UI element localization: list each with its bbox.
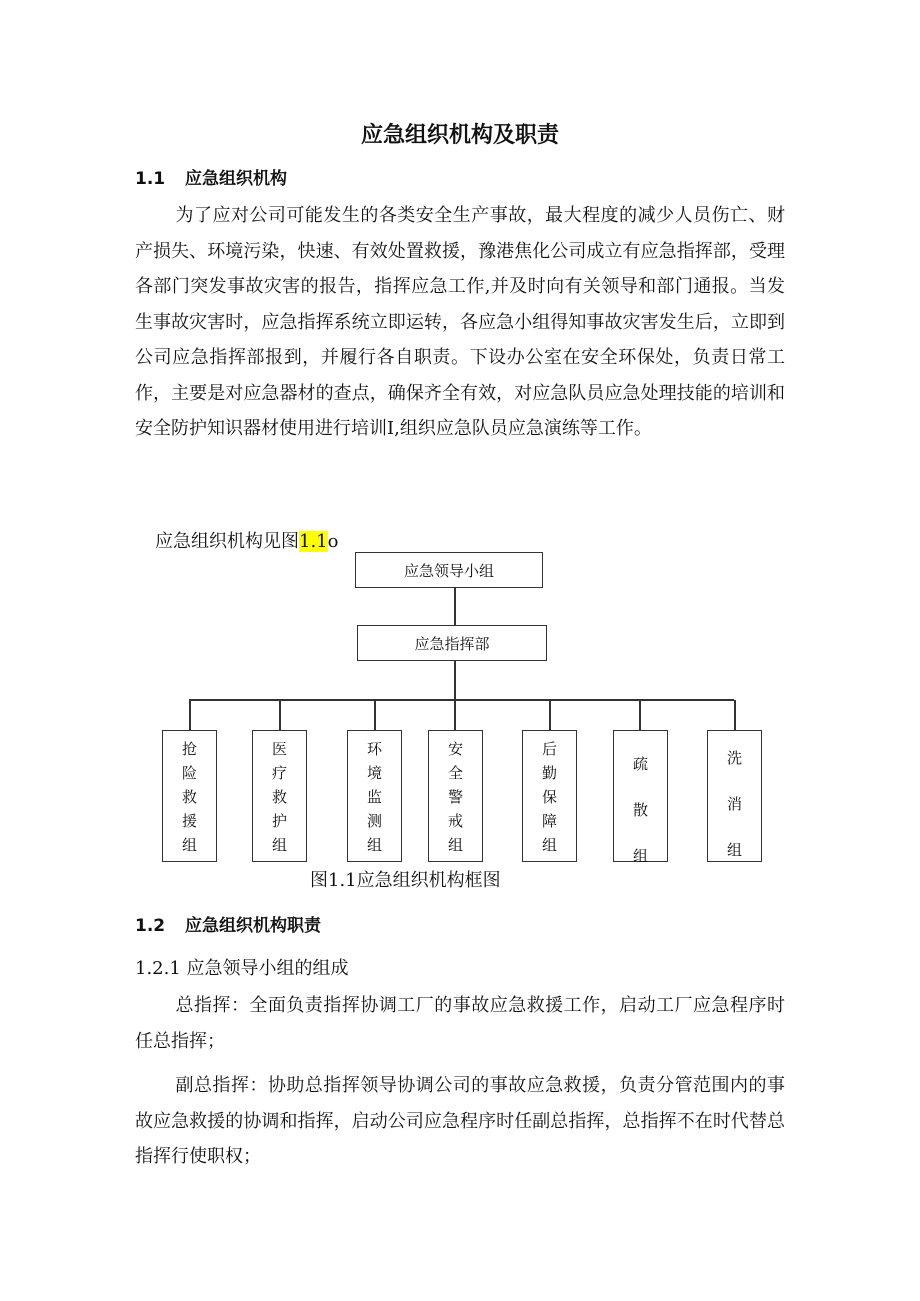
- page-title: 应急组织机构及职责: [360, 123, 559, 148]
- connector-line: [549, 700, 551, 730]
- node-char: 监: [366, 788, 382, 806]
- node-char: 组: [181, 836, 197, 854]
- node-char: 洗: [726, 749, 742, 767]
- connector-bus-line: [189, 699, 734, 701]
- node-char: 组: [541, 836, 557, 854]
- connector-line: [639, 700, 641, 730]
- node-char: 组: [366, 836, 382, 854]
- node-char: 勤: [541, 764, 557, 782]
- node-char: 警: [447, 788, 463, 806]
- figure-caption: 图1.1应急组织机构框图: [310, 870, 501, 891]
- node-char: 安: [447, 740, 463, 758]
- node-char: 保: [541, 788, 557, 806]
- chart-node-evacuation-group: [613, 730, 668, 865]
- node-char: 疏: [632, 755, 648, 773]
- connector-line: [454, 588, 456, 625]
- node-char: 散: [632, 801, 648, 819]
- chart-node-security-group: [428, 730, 483, 862]
- node-char: 组: [726, 841, 742, 859]
- figure-reference-suffix: o: [327, 531, 339, 552]
- paragraph-commander-text: 总指挥：全面负责指挥协调工厂的事故应急救援工作，启动工厂应急程序时任总指挥；: [135, 995, 785, 1052]
- subsection-heading: 1.2.1 应急领导小组的组成: [135, 958, 349, 979]
- node-char: 环: [366, 740, 382, 758]
- node-char: 障: [541, 812, 557, 830]
- chart-node-decontamination-group: [707, 730, 762, 862]
- chart-node-environment-group: [347, 730, 402, 862]
- node-char: 组: [271, 836, 287, 854]
- node-char: 险: [181, 764, 197, 782]
- node-char: 全: [447, 764, 463, 782]
- figure-reference: [155, 527, 338, 553]
- section-title: 应急组织机构: [185, 169, 287, 189]
- paragraph-intro-text: 为了应对公司可能发生的各类安全生产事故，最大程度的减少人员伤亡、财产损失、环境污染，快速、有效处置救援，豫港焦化公司成立有应急指挥部，受理各部门突发事故灾害的报告，指挥应急工作,并及时向有关领导和部门通报。当发生事故灾害时，应急指挥系统立即运转，各应急小组得知事故灾害发生后，立即到公司应急指挥部报到，并履行各自职责。下设办公室在安全环保处，负责日常工作，主要是对应急器材的查点，确保齐全有效，对应急队员应急处理技能的培训和安全防护知识器材使用进行培训I,组织应急队员应急演练等工作。: [135, 205, 785, 439]
- section-title: 应急组织机构职责: [185, 916, 321, 936]
- chart-node-logistics-group: [522, 730, 577, 862]
- figure-reference-text: 应急组织机构见图: [155, 531, 299, 552]
- paragraph-deputy-commander: [135, 1068, 785, 1175]
- node-char: 医: [271, 740, 287, 758]
- node-char: 境: [366, 764, 382, 782]
- node-char: 组: [632, 847, 648, 865]
- connector-line: [374, 700, 376, 730]
- paragraph-commander: [135, 988, 785, 1059]
- node-char: 戒: [447, 812, 463, 830]
- section-heading-1-2: [135, 911, 321, 936]
- node-char: 后: [541, 740, 557, 758]
- node-char: 疗: [271, 764, 287, 782]
- connector-line: [279, 700, 281, 730]
- node-char: 救: [271, 788, 287, 806]
- node-char: 抢: [181, 740, 197, 758]
- section-number: 1.2: [135, 916, 166, 936]
- paragraph-intro: [135, 198, 785, 447]
- connector-line: [734, 700, 736, 730]
- node-char: 救: [181, 788, 197, 806]
- node-char: 援: [181, 812, 197, 830]
- paragraph-deputy-commander-text: 副总指挥：协助总指挥领导协调公司的事故应急救援，负责分管范围内的事故应急救援的协调和指挥，启动公司应急程序时任副总指挥，总指挥不在时代替总指挥行使职权；: [135, 1075, 785, 1167]
- section-number: 1.1: [135, 169, 166, 189]
- highlighted-figure-number: 1.1: [299, 531, 328, 552]
- node-char: 组: [447, 836, 463, 854]
- chart-node-medical-group: [252, 730, 307, 862]
- chart-node-command: 应急指挥部: [357, 625, 547, 661]
- chart-node-leader-group: 应急领导小组: [355, 552, 543, 588]
- connector-line: [454, 700, 456, 730]
- connector-line: [454, 661, 456, 700]
- chart-node-rescue-group: [162, 730, 217, 862]
- connector-line: [189, 700, 191, 730]
- node-char: 消: [726, 795, 742, 813]
- node-char: 护: [271, 812, 287, 830]
- node-char: 测: [366, 812, 382, 830]
- section-heading-1-1: [135, 164, 287, 189]
